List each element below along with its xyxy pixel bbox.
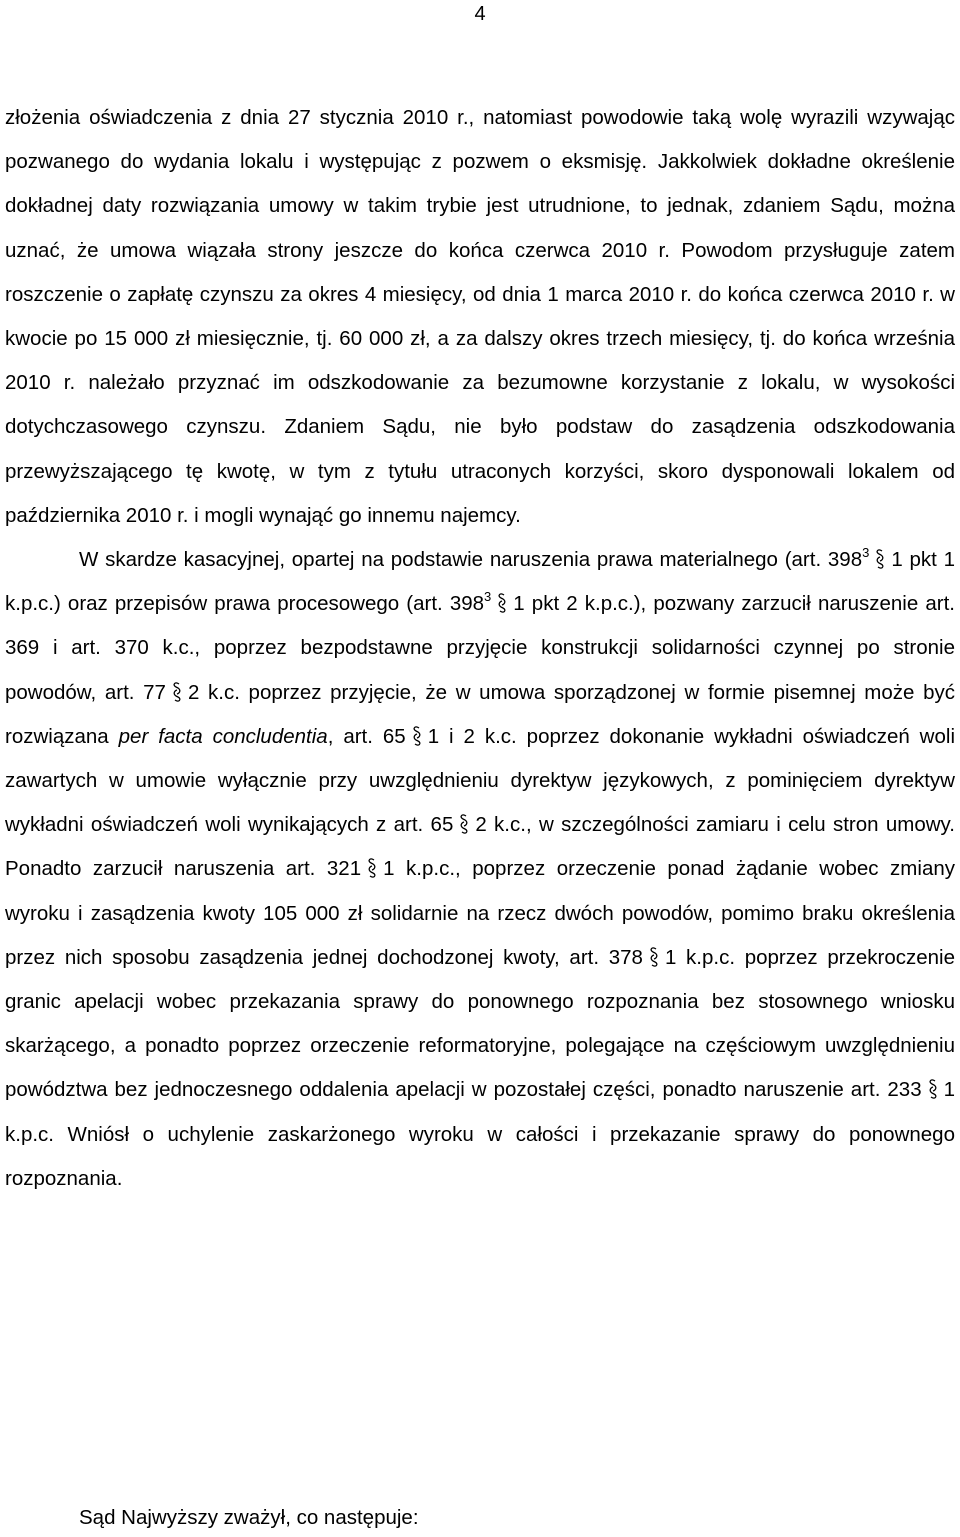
section-sign-icon — [459, 814, 469, 834]
p2-text-b: 1 pkt 1 k.p.c.) oraz przepisów prawa procesowego (art. 398 — [5, 548, 955, 616]
superscript: 3 — [484, 589, 492, 605]
p2-text-e: , art. 65 — [327, 724, 406, 748]
closing-heading: Sąd Najwyższy zważył, co następuje: — [79, 1506, 419, 1529]
p2-text-g: 2 k.c., w szczególności zamiaru i celu stron umowy. Ponadto zarzucił naruszenia art. 321 — [5, 813, 955, 881]
section-sign-icon — [928, 1079, 938, 1099]
p2-text-italic: per facta concludentia — [118, 724, 328, 748]
p2-text-i: 1 k.p.c. poprzez przekroczenie granic apelacji wobec przekazania sprawy do ponownego rozpoznania bez stosownego wniosku skarżącego, a ponadto poprzez orzeczenie reformatoryjne, polegające na częściowym uwzględnieniu powództwa bez jednoczesnego oddalenia apelacji w pozostałej części, ponadto naruszenie art. 233 — [5, 945, 955, 1102]
p2-text-j: 1 k.p.c. Wniósł o uchylenie zaskarżonego wyroku w całości i przekazanie sprawy do ponownego rozpoznania. — [5, 1078, 955, 1190]
section-sign-icon — [649, 947, 659, 967]
p2-text-f: 1 i 2 k.c. poprzez dokonanie wykładni oświadczeń woli zawartych w umowie wyłącznie przy uwzględnieniu dyrektyw językowych, z pominięciem dyrektyw wykładni oświadczeń woli wynikających z art. 65 — [5, 724, 955, 837]
p2-text-a: W skardze kasacyjnej, opartej na podstawie naruszenia prawa materialnego (art. 398 — [79, 548, 863, 572]
paragraph-2 — [5, 538, 955, 1201]
p2-text-h: 1 k.p.c., poprzez orzeczenie ponad żądanie wobec zmiany wyroku i zasądzenia kwoty 105 000 zł solidarnie na rzecz dwóch powodów, pomimo braku określenia przez nich sposobu zasądzenia jednej dochodzonej kwoty, art. 378 — [5, 857, 955, 969]
superscript: 3 — [862, 545, 870, 561]
paragraph-1: złożenia oświadczenia z dnia 27 stycznia 2010 r., natomiast powodowie taką wolę wyrazili wzywając pozwanego do wydania lokalu i występując z pozwem o eksmisję. Jakkolwiek dokładne określenie dokładnej daty rozwiązania umowy w takim trybie jest utrudnione, to jednak, zdaniem Sądu, można uznać, że umowa wiązała strony jeszcze do końca czerwca 2010 r. Powodom przysługuje zatem roszczenie o zapłatę czynszu za okres 4 miesięcy, od dnia 1 marca 2010 r. do końca czerwca 2010 r. w kwocie po 15 000 zł miesięcznie, tj. 60 000 zł, a za dalszy okres trzech miesięcy, tj. do końca września 2010 r. należało przyznać im odszkodowanie za bezumowne korzystanie z lokalu, w wysokości dotychczasowego czynszu. Zdaniem Sądu, nie było podstaw do zasądzenia odszkodowania przewyższającego tę kwotę, w tym z tytułu utraconych korzyści, skoro dysponowali lokalem od października 2010 r. i mogli wynająć go innemu najemcy. — [5, 106, 955, 527]
p2-text-c: 1 pkt 2 k.p.c.), pozwany zarzucił naruszenie art. 369 i art. 370 k.c., poprzez bezpodstawne przyjęcie konstrukcji solidarności czynnej po stronie powodów, art. 77 — [5, 592, 955, 704]
section-sign-icon — [412, 726, 422, 746]
section-sign-icon — [367, 858, 377, 878]
section-sign-icon — [875, 549, 885, 569]
page-number: 4 — [474, 3, 486, 25]
p2-text-d: 2 k.c. poprzez przyjęcie, że w umowa sporządzonej w formie pisemnej może być rozwiązana — [5, 680, 955, 748]
section-sign-icon — [497, 593, 507, 613]
section-sign-icon — [172, 682, 182, 702]
document-body — [5, 96, 955, 1201]
